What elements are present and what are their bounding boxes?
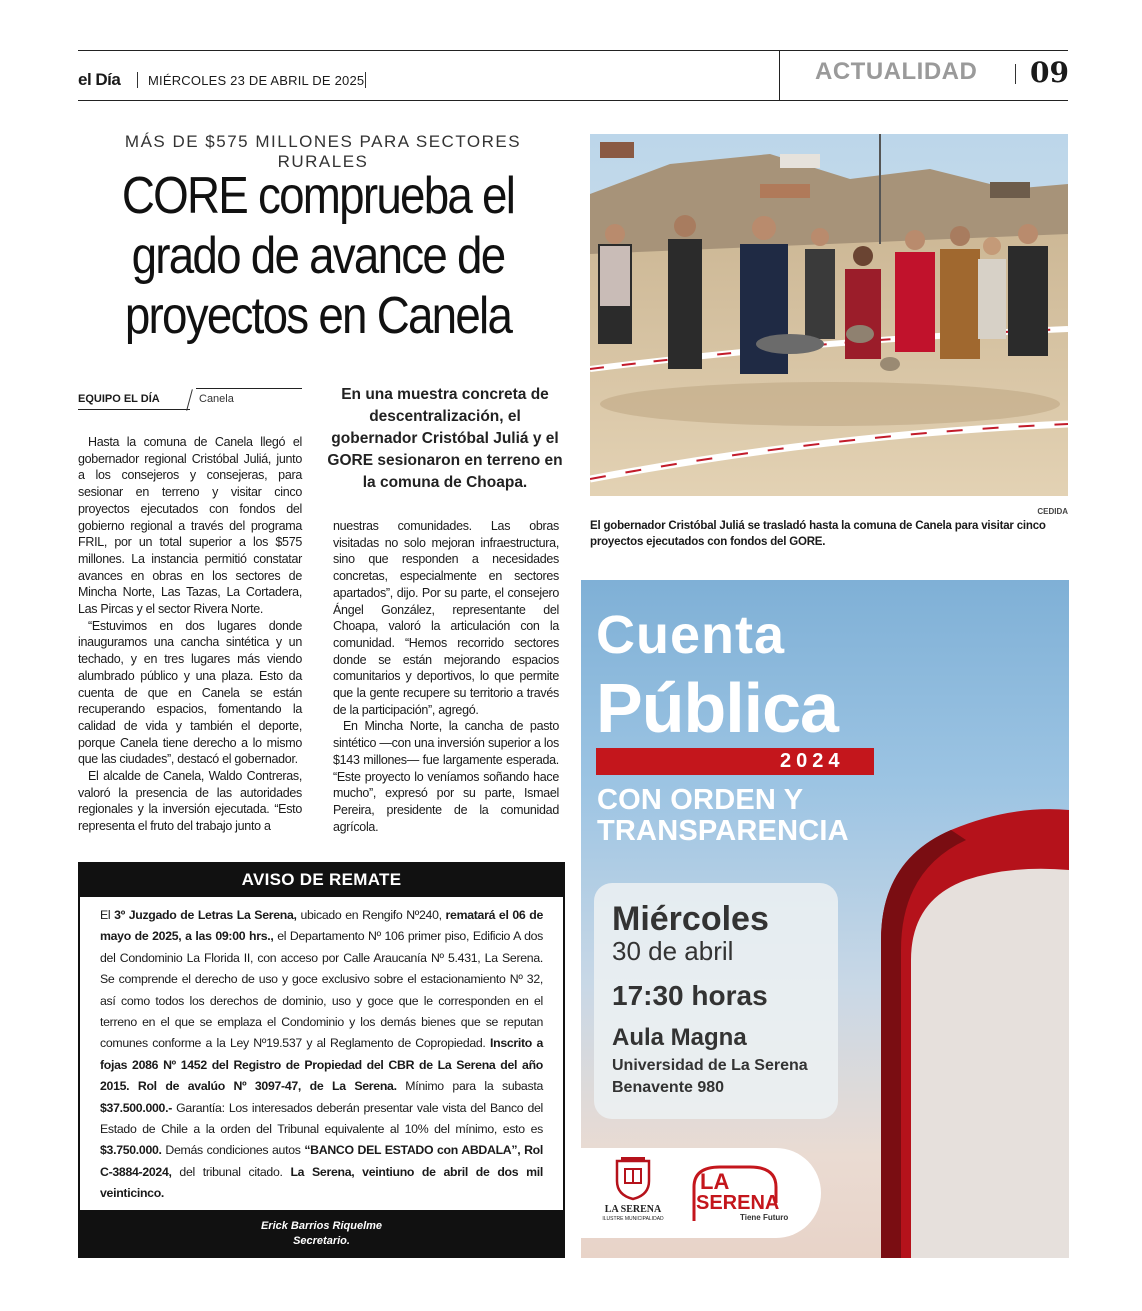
ad-university: Universidad de La Serena: [612, 1057, 808, 1074]
notice-bold: “BANCO DEL ESTADO con ABDALA”, Rol C-3884-2024,: [100, 1143, 543, 1179]
article-column-2: [333, 518, 559, 835]
notice-text: Mínimo para la subasta: [396, 1079, 543, 1094]
ad-slogan-line: TRANSPARENCIA: [597, 815, 849, 847]
notice-bold: Inscrito a fojas 2086 Nº 1452 del Registro de Propiedad del CBR de La Serena del año 2015. Rol de avalúo Nº 3097-47, de La Serena.: [100, 1036, 543, 1094]
brand-serena: SERENA: [696, 1192, 780, 1214]
ad-event-address: [612, 1055, 808, 1099]
headline-line: CORE comprueba el: [121, 167, 515, 225]
ad-title-cuenta: Cuenta: [596, 605, 786, 665]
notice-text: ubicado en Rengifo Nº240,: [296, 908, 446, 922]
article-column-1: [78, 434, 302, 835]
notice-bold: $3.750.000.: [100, 1143, 162, 1158]
section-name: ACTUALIDAD: [815, 58, 978, 85]
auction-signature: [78, 1219, 565, 1249]
notice-bold: 3º Juzgado de Letras La Serena,: [114, 908, 297, 922]
photo-credit: CEDIDA: [1037, 507, 1068, 516]
notice-bold: La Serena, veintiuno de abril de dos mil veinticinco.: [100, 1164, 543, 1201]
byline: EQUIPO EL DÍA: [78, 393, 160, 405]
auction-notice-body: [80, 897, 563, 1210]
header-vertical-rule: [779, 50, 780, 101]
paragraph: “Estuvimos en dos lugares donde inauguramos una cancha sintética y un techado, y en tres lugares más viendo alumbrado público y una plaza. Esto da cuenta de que en Canela se están recuperando espacios, fomentando la calidad de vida y también el deporte, porque Canela tiene derecho a lo mismo que las ciudades”, destacó el gobernador.: [78, 618, 302, 767]
paragraph: En Mincha Norte, la cancha de pasto sintético —con una inversión superior a los $143 millones— fue largamente esperada. “Este proyecto lo veníamos soñando hace mucho”, expresó por su parte, Ismael Pereira, presidente de la comunidad agrícola.: [333, 719, 559, 834]
header-divider: [365, 72, 366, 88]
ad-slogan-line: CON ORDEN Y: [597, 784, 804, 816]
ad-street: Benavente 980: [612, 1079, 725, 1096]
ad-event-day: Miércoles: [612, 900, 769, 938]
notice-text: Garantía: Los interesados deberán presentar vale vista del Banco del Estado de Chile a la orden del Tribunal equivalente al 10% del mínimo, esto es: [100, 1100, 543, 1137]
ad-event-date: 30 de abril: [612, 936, 734, 966]
notice-bold: rematará el 06 de mayo de 2025, a las 09:00 hrs.,: [100, 908, 544, 944]
header-top-rule: [78, 50, 1068, 51]
municipality-subtitle: ILUSTRE MUNICIPALIDAD: [602, 1216, 664, 1222]
auction-notice-title: AVISO DE REMATE: [241, 870, 402, 889]
municipality-name: LA SERENA: [604, 1204, 662, 1215]
notice-text: El: [100, 908, 115, 922]
ad-event-time: 17:30 horas: [612, 980, 768, 1011]
byline-rule: [78, 409, 190, 410]
ad-title-publica: Pública: [596, 669, 838, 747]
paragraph: El alcalde de Canela, Waldo Contreras, valoró la presencia de las autoridades regionales y la inversión ejecutada. “Esto representa el fruto del trabajo junto a: [78, 769, 302, 834]
article-photo: [590, 134, 1068, 496]
notice-text: el Departamento Nº 106 primer piso, Edificio A dos del Condominio La Florida II, con acceso por Calle Araucanía Nº 5.431, La Serena. Se comprende el derecho de uso y goce exclusivo sobre el estacionamiento Nº 32, así como todos los derechos de dominio, uso y goce que le corresponden en el terreno en el que se emplaza el Condominio y los demás bienes que se reputan comunes conforme a la Ley Nº19.537 y al Reglamento de Copropiedad.: [100, 929, 543, 1051]
signer-name: Erick Barrios Riquelme: [260, 1220, 383, 1232]
paragraph: Hasta la comuna de Canela llegó el gobernador regional Cristóbal Juliá, junto a los consejeros y consejeras, para sesionar en terreno y visitar cinco proyectos ejecutados con fondos del gobierno regional a través del programa FRIL, por un total superior a los $575 millones. La instancia permitió constatar avances en obras en los sectores de Mincha Norte, Las Tazas, La Cortadera, Las Pircas y el sector Rivera Norte.: [78, 435, 302, 617]
signer-role: Secretario.: [293, 1235, 350, 1247]
article-headline: [107, 166, 529, 346]
dateline-place: Canela: [199, 393, 234, 405]
paragraph: nuestras comunidades. Las obras visitadas no solo mejoran infraestructura, sino que responden a necesidades concretas, especialmente en sectores apartados”, dijo. Por su parte, el consejero Ángel González, representante del Choapa, valoró la articulación con la comunidad. “Hemos recorrido sectores donde se están mejorando espacios comunitarios y deportivos, lo que permite que la gente recupere su territorio a través de la participación”, agregó.: [333, 519, 559, 717]
issue-date: MIÉRCOLES 23 DE ABRIL DE 2025: [148, 73, 365, 88]
ad-event-venue: Aula Magna: [612, 1024, 747, 1051]
page-number: 09: [1030, 56, 1069, 89]
photo-illustration: [590, 134, 1068, 496]
notice-bold: $37.500.000.-: [100, 1100, 172, 1115]
ad-year: 2024: [780, 750, 845, 772]
photo-caption: El gobernador Cristóbal Juliá se trasladó hasta la comuna de Canela para visitar cinco proyectos ejecutados con fondos del GORE.: [590, 520, 1046, 548]
article-kicker: MÁS DE $575 MILLONES PARA SECTORES RURALES: [124, 132, 522, 171]
ad-slogan: [597, 785, 849, 847]
header-bottom-rule: [78, 100, 1068, 101]
pull-quote: En una muestra concreta de descentralización, el gobernador Cristóbal Juliá y el GORE sesionaron en terreno en la comuna de Choapa.: [327, 386, 563, 491]
place-rule: [196, 388, 302, 389]
byline-slash: [186, 389, 193, 411]
headline-line: proyectos en Canela: [124, 287, 512, 345]
municipal-crest-icon: [613, 1157, 653, 1206]
notice-text: del tribunal citado.: [171, 1164, 291, 1179]
notice-text: Demás condiciones autos: [161, 1143, 305, 1158]
newspaper-brand: el Día: [78, 70, 121, 89]
brand-tagline: Tiene Futuro: [740, 1213, 789, 1222]
brand-la: LA: [700, 1169, 730, 1194]
header-divider: [137, 72, 138, 88]
headline-line: grado de avance de: [131, 227, 505, 285]
header-divider: [1015, 64, 1016, 84]
